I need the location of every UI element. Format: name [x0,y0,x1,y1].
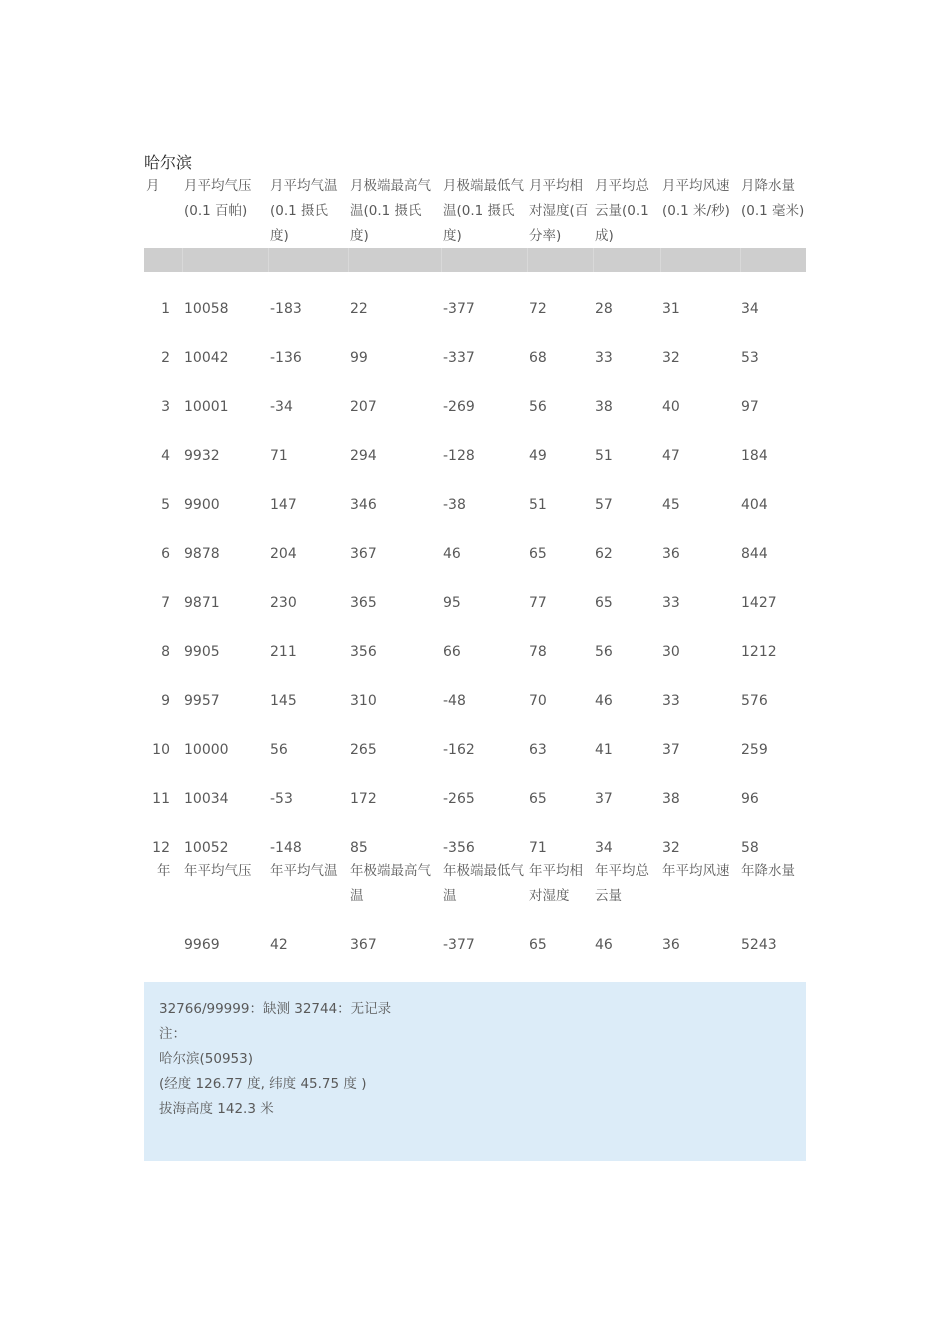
cell-min-temp: -162 [443,742,475,758]
divider [740,248,741,272]
cell-humidity: 65 [529,546,547,562]
cell-temp: -183 [270,301,302,317]
cell-wind: 32 [662,350,680,366]
cell-pressure: 9905 [184,644,220,660]
cell-humidity: 49 [529,448,547,464]
cell-temp: -53 [270,791,293,807]
cell-wind: 40 [662,399,680,415]
cell-temp: -34 [270,399,293,415]
cell-min-temp: 46 [443,546,461,562]
cell-humidity: 63 [529,742,547,758]
cell-cloud: 41 [595,742,613,758]
cell-month: 7 [161,595,170,611]
annual-cell-precip: 5243 [741,937,777,953]
cell-humidity: 78 [529,644,547,660]
cell-max-temp: 22 [350,301,368,317]
cell-max-temp: 367 [350,546,377,562]
cell-pressure: 10052 [184,840,229,856]
cell-pressure: 10042 [184,350,229,366]
annual-header-min-temp: 年极端最低气 [443,863,524,879]
annual-header-temp: 年平均气温 [270,863,338,879]
cell-min-temp: -269 [443,399,475,415]
cell-month: 12 [152,840,170,856]
cell-wind: 33 [662,693,680,709]
header-pressure: 月平均气压 [184,178,252,194]
cell-humidity: 56 [529,399,547,415]
cell-humidity: 71 [529,840,547,856]
header-cloud: 月平均总 [595,178,649,194]
cell-max-temp: 310 [350,693,377,709]
annual-header-max-temp: 年极端最高气 [350,863,431,879]
cell-min-temp: -265 [443,791,475,807]
cell-month: 10 [152,742,170,758]
cell-min-temp: -377 [443,301,475,317]
annual-cell-wind: 36 [662,937,680,953]
cell-precip: 97 [741,399,759,415]
annual-header-cloud: 云量 [595,888,622,904]
cell-cloud: 62 [595,546,613,562]
annual-header-min-temp: 温 [443,888,457,904]
cell-month: 4 [161,448,170,464]
cell-precip: 58 [741,840,759,856]
annual-header-humidity: 对湿度 [529,888,570,904]
divider [268,248,269,272]
cell-temp: 56 [270,742,288,758]
annual-header-max-temp: 温 [350,888,364,904]
header-temp: 月平均气温 [270,178,338,194]
cell-humidity: 51 [529,497,547,513]
cell-min-temp: 66 [443,644,461,660]
cell-humidity: 77 [529,595,547,611]
cell-wind: 31 [662,301,680,317]
cell-pressure: 9900 [184,497,220,513]
header-max-temp: 月极端最高气 [350,178,431,194]
cell-wind: 38 [662,791,680,807]
cell-month: 9 [161,693,170,709]
cell-max-temp: 346 [350,497,377,513]
cell-max-temp: 99 [350,350,368,366]
cell-cloud: 56 [595,644,613,660]
header-max-temp: 度) [350,228,369,244]
cell-cloud: 28 [595,301,613,317]
header-cloud: 成) [595,228,614,244]
cell-pressure: 10058 [184,301,229,317]
station-altitude: 拔海高度 142.3 米 [159,1101,274,1117]
annual-cell-max-temp: 367 [350,937,377,953]
cell-min-temp: -48 [443,693,466,709]
page-title: 哈尔滨 [144,153,193,172]
cell-precip: 576 [741,693,768,709]
cell-pressure: 9878 [184,546,220,562]
cell-precip: 184 [741,448,768,464]
cell-max-temp: 294 [350,448,377,464]
divider [441,248,442,272]
cell-min-temp: -38 [443,497,466,513]
divider [348,248,349,272]
header-cloud: 云量(0.1 [595,203,649,219]
cell-temp: 211 [270,644,297,660]
cell-temp: 230 [270,595,297,611]
cell-humidity: 70 [529,693,547,709]
cell-humidity: 72 [529,301,547,317]
cell-wind: 36 [662,546,680,562]
header-min-temp: 度) [443,228,462,244]
cell-precip: 1427 [741,595,777,611]
cell-month: 8 [161,644,170,660]
cell-cloud: 51 [595,448,613,464]
missing-code-note: 32766/99999：缺测 32744：无记录 [159,1001,392,1017]
cell-wind: 47 [662,448,680,464]
divider [593,248,594,272]
cell-temp: -136 [270,350,302,366]
cell-pressure: 10000 [184,742,229,758]
cell-temp: 145 [270,693,297,709]
cell-precip: 259 [741,742,768,758]
cell-min-temp: 95 [443,595,461,611]
cell-humidity: 68 [529,350,547,366]
annual-cell-temp: 42 [270,937,288,953]
header-precip: (0.1 毫米) [741,203,805,219]
cell-max-temp: 85 [350,840,368,856]
cell-wind: 30 [662,644,680,660]
cell-month: 5 [161,497,170,513]
cell-month: 1 [161,301,170,317]
annual-cell-humidity: 65 [529,937,547,953]
annual-header-precip: 年降水量 [741,863,795,879]
cell-min-temp: -356 [443,840,475,856]
cell-max-temp: 172 [350,791,377,807]
cell-max-temp: 265 [350,742,377,758]
cell-precip: 96 [741,791,759,807]
cell-pressure: 9932 [184,448,220,464]
cell-precip: 34 [741,301,759,317]
cell-precip: 404 [741,497,768,513]
header-max-temp: 温(0.1 摄氏 [350,203,422,219]
cell-precip: 1212 [741,644,777,660]
cell-min-temp: -128 [443,448,475,464]
cell-wind: 32 [662,840,680,856]
cell-pressure: 9957 [184,693,220,709]
cell-max-temp: 356 [350,644,377,660]
divider [660,248,661,272]
station-id: 哈尔滨(50953) [159,1051,253,1067]
cell-wind: 45 [662,497,680,513]
header-year: 年 [157,863,171,879]
cell-min-temp: -337 [443,350,475,366]
annual-cell-cloud: 46 [595,937,613,953]
header-month: 月 [146,178,160,194]
cell-humidity: 65 [529,791,547,807]
cell-pressure: 10034 [184,791,229,807]
header-precip: 月降水量 [741,178,795,194]
cell-precip: 53 [741,350,759,366]
cell-month: 3 [161,399,170,415]
cell-temp: 71 [270,448,288,464]
header-wind: 月平均风速 [662,178,730,194]
header-humidity: 分率) [529,228,562,244]
annual-header-humidity: 年平均相 [529,863,583,879]
header-min-temp: 月极端最低气 [443,178,524,194]
header-humidity: 对湿度(百 [529,203,589,219]
cell-cloud: 34 [595,840,613,856]
header-wind: (0.1 米/秒) [662,203,730,219]
cell-temp: 204 [270,546,297,562]
cell-cloud: 38 [595,399,613,415]
annual-header-wind: 年平均风速 [662,863,730,879]
cell-cloud: 65 [595,595,613,611]
cell-cloud: 37 [595,791,613,807]
cell-month: 6 [161,546,170,562]
note-label: 注： [159,1026,186,1042]
station-coordinates: (经度 126.77 度, 纬度 45.75 度 ) [159,1076,367,1092]
cell-wind: 37 [662,742,680,758]
cell-month: 2 [161,350,170,366]
cell-temp: -148 [270,840,302,856]
cell-pressure: 9871 [184,595,220,611]
annual-cell-min-temp: -377 [443,937,475,953]
annual-header-cloud: 年平均总 [595,863,649,879]
cell-max-temp: 365 [350,595,377,611]
cell-temp: 147 [270,497,297,513]
header-temp: (0.1 摄氏 [270,203,329,219]
cell-precip: 844 [741,546,768,562]
cell-cloud: 57 [595,497,613,513]
header-shading-bar [144,248,806,272]
cell-max-temp: 207 [350,399,377,415]
annual-header-pressure: 年平均气压 [184,863,252,879]
annual-cell-pressure: 9969 [184,937,220,953]
header-min-temp: 温(0.1 摄氏 [443,203,515,219]
cell-cloud: 33 [595,350,613,366]
divider [182,248,183,272]
notes-box [144,982,806,1161]
cell-cloud: 46 [595,693,613,709]
header-temp: 度) [270,228,289,244]
cell-wind: 33 [662,595,680,611]
cell-month: 11 [152,791,170,807]
header-pressure: (0.1 百帕) [184,203,248,219]
header-humidity: 月平均相 [529,178,583,194]
cell-pressure: 10001 [184,399,229,415]
divider [527,248,528,272]
